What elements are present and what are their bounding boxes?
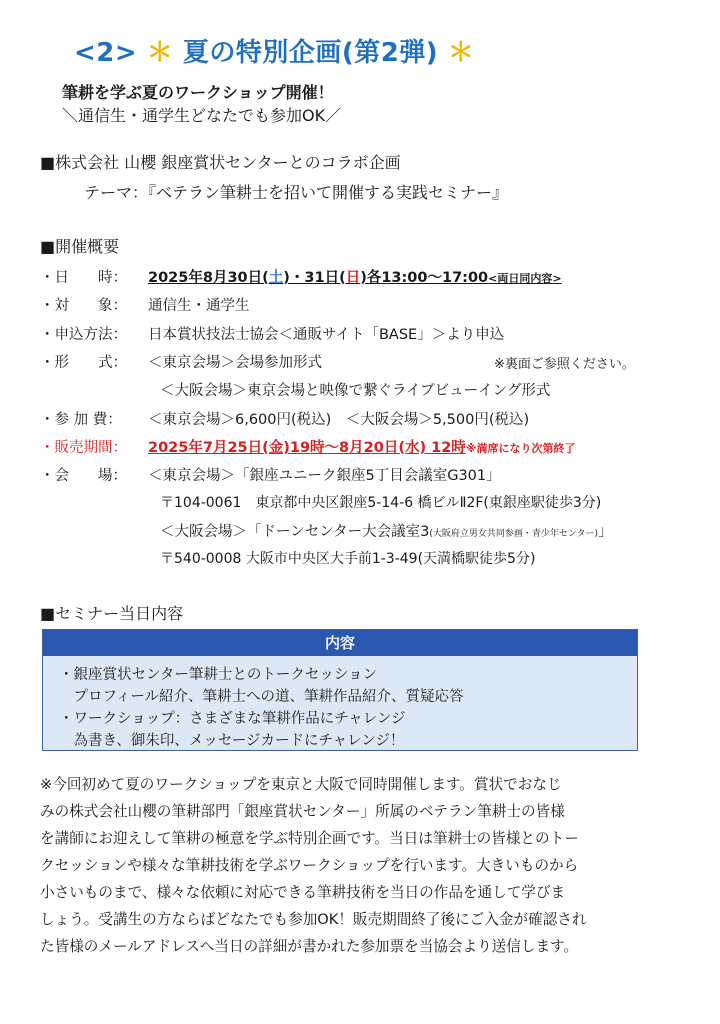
sales-value: 2025年7月25日(金)19時〜8月20日(水) 12時 bbox=[148, 440, 466, 456]
date-row bbox=[40, 266, 562, 287]
seminar-content-box bbox=[42, 629, 638, 751]
note-line: みの株式会社山櫻の筆耕部門「銀座賞状センター」所属のベテラン筆耕士の皆様 bbox=[40, 803, 565, 820]
format-row bbox=[40, 351, 322, 372]
date-note: <両日同内容> bbox=[488, 272, 562, 285]
collab-theme: テーマ：『ベテラン筆耕士を招いて開催する実践セミナー』 bbox=[84, 183, 509, 202]
star-icon: ＊ bbox=[146, 38, 174, 68]
fee-label: ・参 加 費： bbox=[40, 412, 122, 428]
note-line: た皆様のメールアドレスへ当日の詳細が書かれた参加票を当協会より送信します。 bbox=[40, 938, 579, 955]
format-value-tokyo: ＜東京会場＞会場参加形式 bbox=[148, 355, 322, 371]
list-item: 為書き、御朱印、メッセージカードにチャレンジ！ bbox=[59, 733, 405, 749]
page-title bbox=[74, 32, 474, 69]
date-value: 2025年8月30日(土)・31日(日)各13:00〜17:00 bbox=[148, 270, 489, 286]
note-line: ※今回初めて夏のワークショップを東京と大阪で同時開催します。賞状でおなじ bbox=[40, 776, 562, 793]
format-value-osaka: ＜大阪会場＞東京会場と映像で繋ぐライブビューイング形式 bbox=[160, 383, 551, 399]
note-line: 小さいものまで、様々な依頼に対応できる筆耕技術を当日の作品を通して学びま bbox=[40, 884, 566, 901]
format-label: ・形 式： bbox=[40, 355, 127, 371]
title-text: 夏の特別企画(第2弾) bbox=[182, 38, 439, 68]
venue-osaka-subname: (大阪府立男女共同参画・青少年センター) bbox=[429, 529, 599, 539]
collab-heading: ■株式会社 山櫻 銀座賞状センターとのコラボ企画 bbox=[40, 153, 401, 172]
list-item: ・ワークショップ：さまざまな筆耕作品にチャレンジ bbox=[59, 711, 406, 727]
note-line: クセッションや様々な筆耕技術を学ぶワークショップを行います。大きいものから bbox=[40, 857, 579, 874]
target-row bbox=[40, 294, 250, 315]
note-line: を講師にお迎えして筆耕の極意を学ぶ特別企画です。当日は筆耕士の皆様とのトー bbox=[40, 830, 579, 847]
list-item: ・銀座賞状センター筆耕士とのトークセッション bbox=[59, 667, 378, 683]
venue-label: ・会 場： bbox=[40, 468, 127, 484]
apply-row bbox=[40, 323, 504, 344]
section-number: <2> bbox=[74, 38, 138, 68]
fee-row bbox=[40, 408, 529, 429]
note-line: しょう。受講生の方ならばどなたでも参加OK！販売期間終了後にご入金が確認され bbox=[40, 911, 587, 928]
apply-value: 日本賞状技法士協会＜通販サイト「BASE」＞より申込 bbox=[148, 327, 505, 343]
star-icon: ＊ bbox=[447, 38, 475, 68]
content-box-header: 内容 bbox=[43, 630, 637, 656]
venue-osaka: ＜大阪会場＞「ドーンセンター大会議室3(大阪府立男女共同参画・青少年センター)」 bbox=[160, 524, 613, 540]
fee-value: ＜東京会場＞6,600円(税込) ＜大阪会場＞5,500円(税込) bbox=[148, 412, 530, 428]
venue-osaka-address: 〒540-0008 大阪市中央区大手前1-3-49(天満橋駅徒歩5分) bbox=[160, 551, 536, 567]
venue-tokyo: ＜東京会場＞「銀座ユニーク銀座5丁目会議室G301」 bbox=[148, 468, 501, 484]
date-label: ・日 時： bbox=[40, 270, 127, 286]
target-label: ・対 象： bbox=[40, 298, 127, 314]
content-box-body bbox=[43, 656, 637, 752]
target-value: 通信生・通学生 bbox=[148, 298, 250, 314]
sales-label: ・販売期間： bbox=[40, 440, 127, 456]
sales-note: ※満席になり次第終了 bbox=[465, 442, 576, 455]
venue-tokyo-address: 〒104-0061 東京都中央区銀座5-14-6 橋ビルⅡ2F(東銀座駅徒歩3分) bbox=[160, 495, 602, 511]
subtitle: 筆耕を学ぶ夏のワークショップ開催！ bbox=[62, 83, 334, 102]
venue-row bbox=[40, 464, 501, 485]
overview-heading: ■開催概要 bbox=[40, 237, 120, 256]
apply-label: ・申込方法： bbox=[40, 327, 127, 343]
seminar-heading: ■セミナー当日内容 bbox=[40, 604, 184, 623]
saturday-mark: 土 bbox=[268, 270, 284, 286]
sunday-mark: 日 bbox=[345, 270, 361, 286]
subtitle-tagline: ＼通信生・通学生どなたでも参加OK／ bbox=[62, 106, 342, 125]
sales-row bbox=[40, 436, 576, 457]
note-paragraph bbox=[40, 771, 680, 960]
list-item: プロフィール紹介、筆耕士への道、筆耕作品紹介、質疑応答 bbox=[59, 689, 464, 705]
format-note: ※裏面ご参照ください。 bbox=[494, 357, 635, 372]
